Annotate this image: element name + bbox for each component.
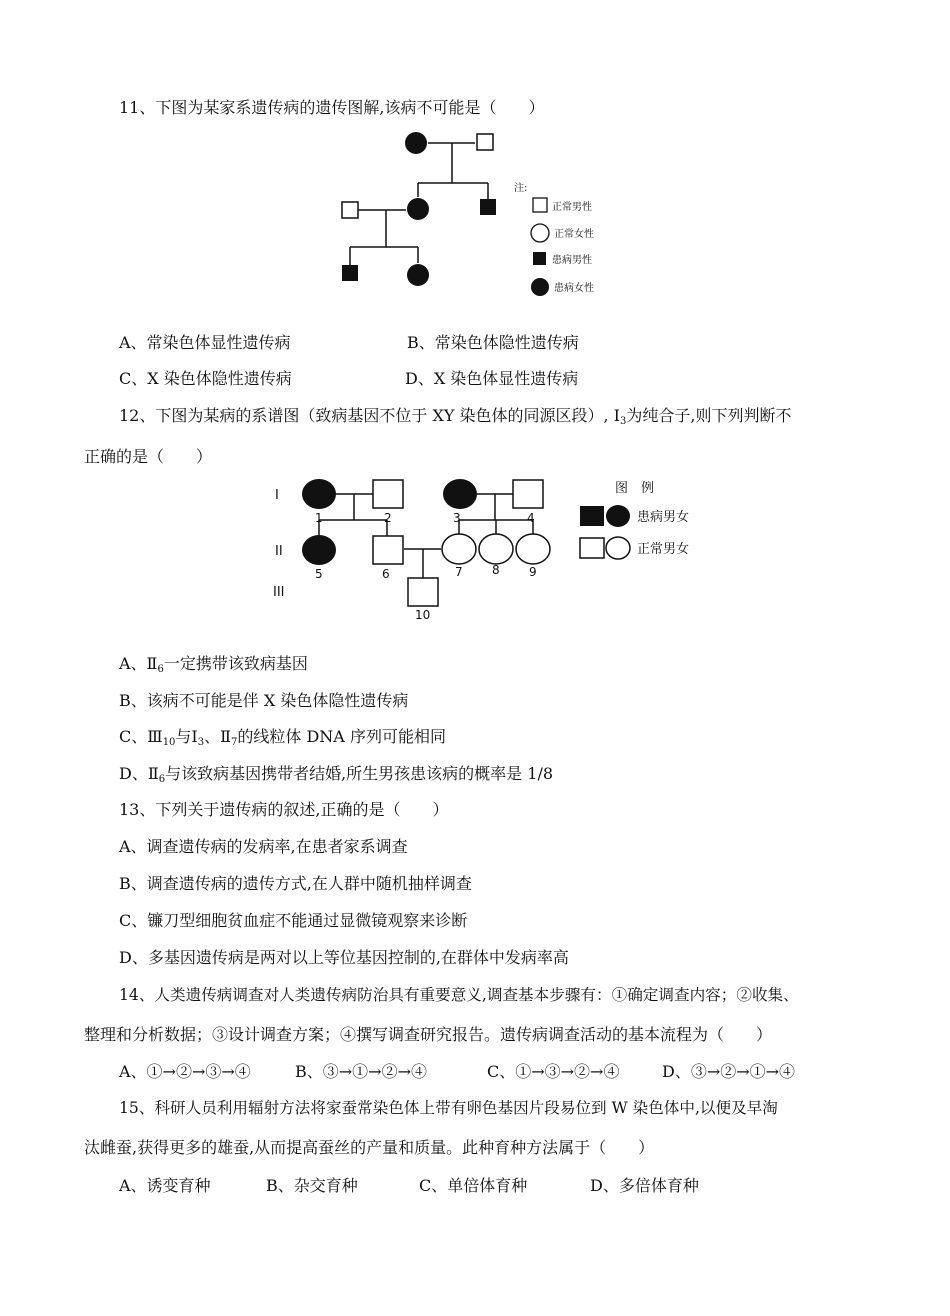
q11-legend-affected-male-icon (533, 252, 546, 265)
q12-II8-normal-female (479, 534, 513, 564)
q14-option-a: A、①→②→③→④ (119, 1062, 251, 1081)
q14-stem-line1: 14、人类遗传病调查对人类遗传病防治具有重要意义,调查基本步骤有：①确定调查内容；②收集、 (119, 986, 799, 1004)
q12-I1-affected-female (302, 479, 336, 509)
q11-legend-affected-female-icon (531, 278, 549, 296)
q15-stem-line2: 汰雌蚕,获得更多的雄蚕,从而提高蚕丝的产量和质量。此种育种方法属于（ ） (84, 1138, 655, 1157)
q12-num-8: 8 (492, 563, 500, 577)
q12-option-a: A、$Ⅱ_6$一定携带该致病基因 (119, 654, 308, 675)
q11-legend-normal-female-icon (531, 224, 549, 242)
q12-legend-affected-female-icon (606, 505, 630, 527)
q15-option-c: C、单倍体育种 (419, 1176, 528, 1195)
q11-gen2-normal-male (342, 202, 358, 218)
q14-option-c: C、①→③→②→④ (487, 1062, 620, 1081)
q12-num-5: 5 (315, 567, 323, 581)
q12-II7-normal-female (442, 534, 476, 564)
q12-II6-normal-male (373, 536, 403, 564)
q11-option-c: C、X 染色体隐性遗传病 (119, 369, 292, 388)
q11-pedigree-diagram (330, 125, 620, 305)
q12-stem-line1: 12、下图为某病的系谱图（致病基因不位于 XY 染色体的同源区段）, $Ⅰ_3$为纯合子,则下列判断不 (119, 406, 792, 427)
q11-legend-normal-male-icon (533, 198, 547, 212)
q12-num-7: 7 (455, 565, 463, 579)
q12-pedigree-diagram (265, 470, 725, 625)
q12-II9-normal-female (516, 534, 550, 564)
q12-option-b: B、该病不可能是伴 X 染色体隐性遗传病 (119, 691, 409, 710)
q11-legend-affected-female: 患病女性 (554, 283, 594, 294)
q12-num-9: 9 (529, 565, 537, 579)
q12-option-d: D、$Ⅱ_6$与该致病基因携带者结婚,所生男孩患该病的概率是 1/8 (119, 764, 554, 785)
q13-option-d: D、多基因遗传病是两对以上等位基因控制的,在群体中发病率高 (119, 948, 569, 967)
q13-option-c: C、镰刀型细胞贫血症不能通过显微镜观察来诊断 (119, 911, 468, 930)
q12-num-1: 1 (315, 511, 323, 525)
q11-gen1-affected-female (405, 132, 427, 154)
q11-legend-normal-female: 正常女性 (554, 229, 594, 240)
q11-gen3-affected-female (407, 264, 429, 286)
q12-num-3: 3 (453, 511, 461, 525)
q12-legend-normal-female-icon (606, 537, 630, 559)
q12-legend-normal-male-icon (580, 538, 604, 558)
q13-option-a: A、调查遗传病的发病率,在患者家系调查 (119, 837, 408, 856)
q12-gen-label-I: I (275, 488, 279, 503)
q14-stem-line2: 整理和分析数据；③设计调查方案；④撰写调查研究报告。遗传病调查活动的基本流程为（ ） (84, 1025, 773, 1044)
q12-III10-normal-male (408, 578, 438, 606)
q11-gen1-normal-male (477, 134, 493, 150)
q12-legend-title: 图 例 (615, 481, 655, 496)
q12-gen-label-III: III (273, 585, 285, 600)
q12-stem-line2: 正确的是（ ） (84, 447, 213, 466)
q12-legend-affected: 患病男女 (637, 510, 690, 525)
q11-gen3-affected-male (342, 265, 358, 281)
q12-II5-affected-female (302, 535, 336, 565)
q13-option-b: B、调查遗传病的遗传方式,在人群中随机抽样调查 (119, 874, 472, 893)
q12-num-2: 2 (384, 511, 392, 525)
q11-legend-normal-male: 正常男性 (552, 202, 592, 213)
q12-gen-label-II: II (275, 544, 283, 559)
q11-legend-note: 注: (514, 183, 528, 194)
q14-option-b: B、③→①→②→④ (295, 1062, 427, 1081)
q11-gen2-affected-male (480, 199, 496, 215)
q12-option-c: C、$Ⅲ_{10}$与$Ⅰ_3$、$Ⅱ_7$的线粒体 DNA 序列可能相同 (119, 727, 446, 748)
q12-I4-normal-male (513, 480, 543, 508)
q12-I3-affected-female (443, 479, 477, 509)
q15-option-d: D、多倍体育种 (590, 1176, 699, 1195)
q11-option-b: B、常染色体隐性遗传病 (407, 333, 579, 352)
q15-option-a: A、诱变育种 (119, 1176, 211, 1195)
q11-legend-affected-male: 患病男性 (552, 255, 592, 266)
q11-option-d: D、X 染色体显性遗传病 (405, 369, 579, 388)
q12-I2-normal-male (373, 480, 403, 508)
q15-stem-line1: 15、科研人员利用辐射方法将家蚕常染色体上带有卵色基因片段易位到 W 染色体中,以便及早淘 (119, 1099, 778, 1117)
q12-num-10: 10 (415, 608, 431, 622)
q12-legend-affected-male-icon (580, 506, 604, 526)
q11-gen2-affected-female (407, 198, 429, 220)
q11-stem: 11、下图为某家系遗传病的遗传图解,该病不可能是（ ） (119, 98, 545, 117)
q13-stem: 13、下列关于遗传病的叙述,正确的是（ ） (119, 800, 449, 819)
q12-legend-normal: 正常男女 (637, 542, 690, 557)
q11-option-a: A、常染色体显性遗传病 (119, 333, 291, 352)
q12-num-6: 6 (382, 567, 390, 581)
q15-option-b: B、杂交育种 (266, 1176, 358, 1195)
q12-num-4: 4 (527, 511, 535, 525)
q14-option-d: D、③→②→①→④ (662, 1062, 796, 1081)
